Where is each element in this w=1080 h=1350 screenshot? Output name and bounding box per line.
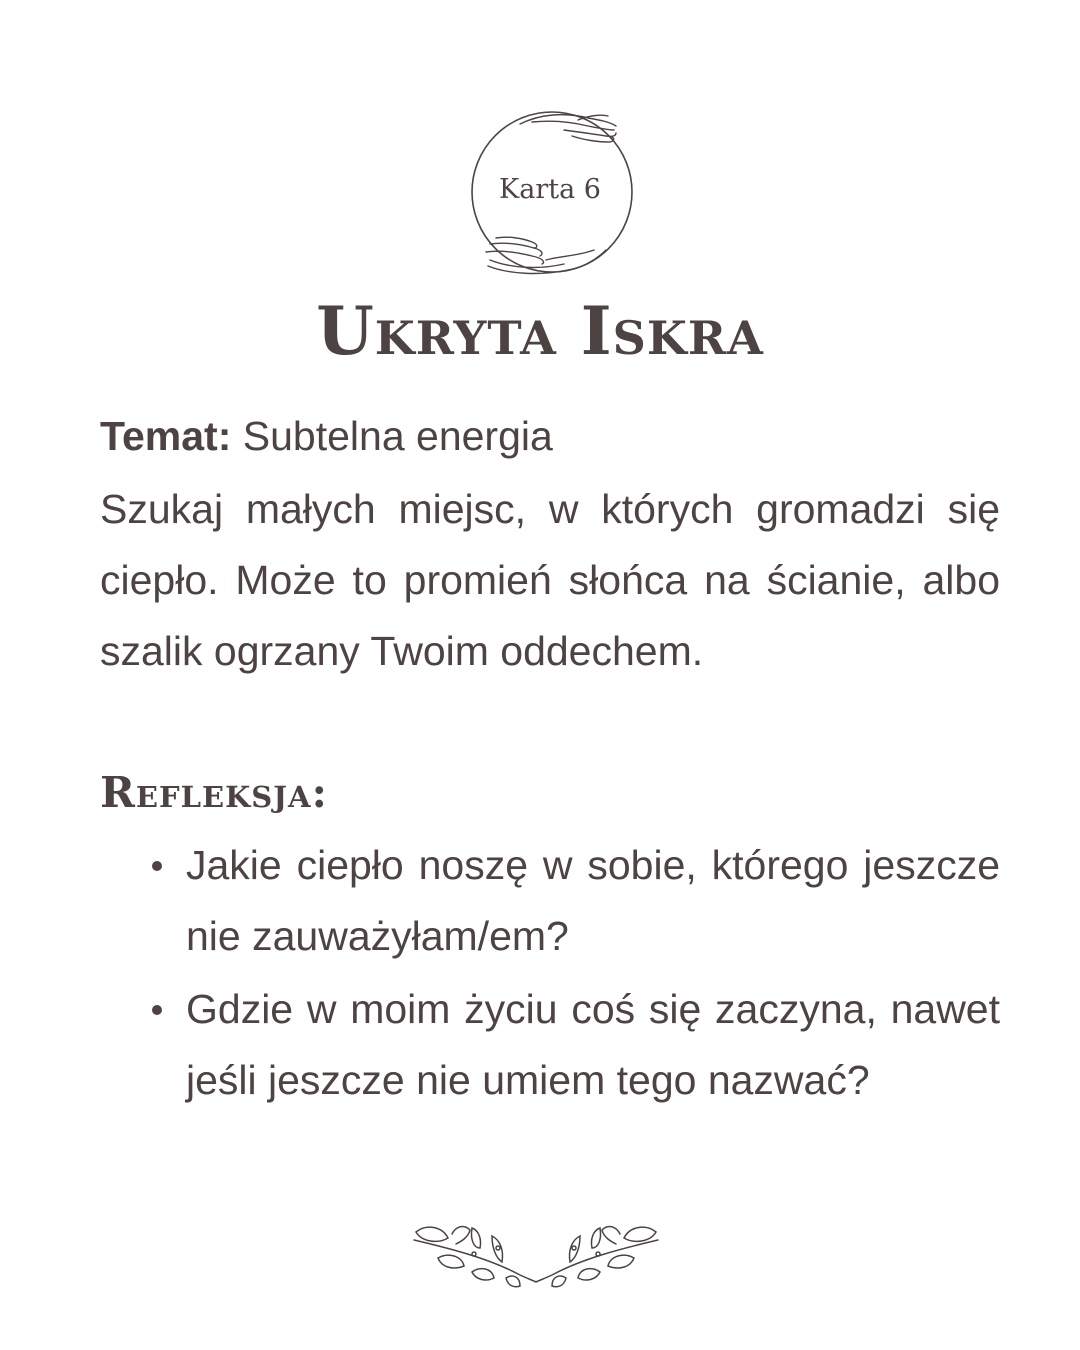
question-text: Jakie ciepło noszę w sobie, którego jeszcze nie zauważyłam/em?: [186, 842, 1000, 959]
bullet-icon: [152, 1005, 162, 1015]
card-emblem: [460, 100, 640, 280]
question-text: Gdzie w moim życiu coś się zaczyna, nawet jeśli jeszcze nie umiem tego nazwać?: [186, 986, 1000, 1103]
reflection-heading: Refleksja:: [100, 768, 328, 817]
card-description: Szukaj małych miejsc, w których gromadzi się ciepło. Może to promień słońca na ścianie, albo szalik ogrzany Twoim oddechem.: [100, 486, 1000, 674]
card-number: Karta 6: [499, 174, 601, 205]
list-item: [186, 830, 1000, 972]
topic-value: Subtelna energia: [242, 413, 553, 459]
list-item: [186, 974, 1000, 1116]
card-title: Ukryta Iskra: [316, 292, 764, 370]
topic-label: Temat:: [100, 413, 232, 459]
bullet-icon: [152, 861, 162, 871]
laurel-branch-icon: [408, 1218, 664, 1298]
topic-line: [100, 410, 553, 462]
reflection-questions: [186, 830, 1000, 1118]
